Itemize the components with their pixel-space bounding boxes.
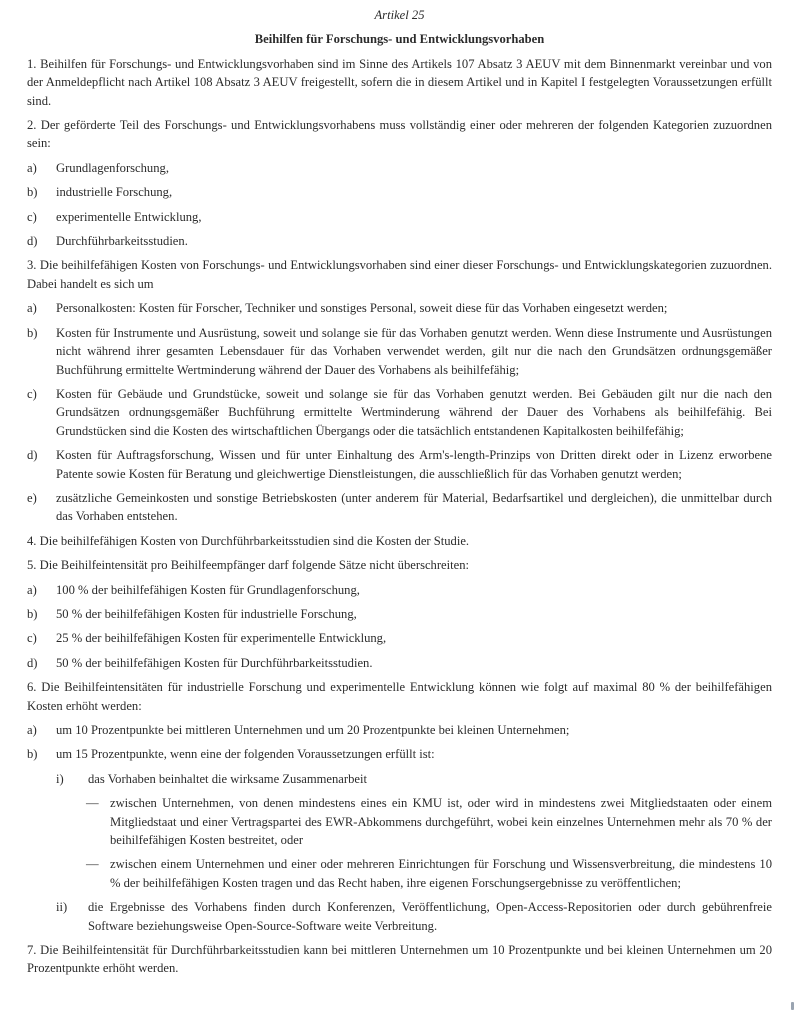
list-item: [27, 581, 772, 599]
paragraph-5: 5. Die Beihilfeintensität pro Beihilfeempfänger darf folgende Sätze nicht überschreiten:: [27, 558, 470, 573]
dash-item: [27, 855, 772, 892]
list-item: [27, 385, 772, 440]
sub-list-label: ii): [56, 900, 68, 915]
sub-list-text: die Ergebnisse des Vorhabens finden durch Konferenzen, Veröffentlichung, Open-Access-Repositorien oder durch gebührenfreie Software beziehungsweise Open-Source-Software weite Verbreitung.: [88, 900, 772, 933]
list-text: 50 % der beihilfefähigen Kosten für Durchführbarkeitsstudien.: [56, 655, 373, 670]
list-label: a): [27, 160, 37, 175]
paragraph-3: 3. Die beihilfefähigen Kosten von Forschungs- und Entwicklungsvorhaben sind einer dieser Forschungs- und Entwicklungskategorien zuzuordnen. Dabei handelt es sich um: [27, 258, 772, 291]
paragraph-1: 1. Beihilfen für Forschungs- und Entwicklungsvorhaben sind im Sinne des Artikels 107 Absatz 3 AEUV mit dem Binnenmarkt vereinbar und von der Anmeldepflicht nach Artikel 108 Absatz 3 AEUV freigestellt, sofern die in diesem Artikel und in Kapitel I festgelegten Voraussetzungen erfüllt sind.: [27, 56, 772, 108]
list-item: [27, 232, 772, 250]
paragraph-4: 4. Die beihilfefähigen Kosten von Durchführbarkeitsstudien sind die Kosten der Studie.: [27, 533, 470, 548]
dash-text: zwischen Unternehmen, von denen mindestens eines ein KMU ist, oder wird in mindestens zwei Mitgliedstaaten oder einem Mitgliedstaat und einer Vertragspartei des EWR-Abkommens durchgeführt, wobei kein einzelnes Unternehmen mehr als 70 % der beihilfefähigen Kosten bestreitet, oder: [110, 796, 772, 848]
dash-label: —: [86, 857, 99, 872]
list-label: a): [27, 723, 37, 737]
list-text: um 15 Prozentpunkte, wenn eine der folgenden Voraussetzungen erfüllt ist:: [56, 747, 435, 762]
list-item: [27, 745, 772, 763]
list-text: Durchführbarkeitsstudien.: [56, 234, 188, 249]
list-text: zusätzliche Gemeinkosten und sonstige Betriebskosten (unter anderem für Material, Bedarfsartikel und dergleichen), die unmittelbar durch das Vorhaben entstehen.: [56, 490, 772, 524]
list-label: a): [27, 301, 37, 316]
list-item: [27, 324, 772, 379]
list-item: [27, 159, 772, 177]
list-label: e): [27, 490, 37, 505]
article-number: Artikel 25: [374, 8, 425, 22]
list-item: [27, 721, 772, 739]
article-title: Beihilfen für Forschungs- und Entwicklungsvorhaben: [254, 32, 545, 47]
list-text: um 10 Prozentpunkte bei mittleren Unternehmen und um 20 Prozentpunkte bei kleinen Unternehmen;: [56, 723, 570, 737]
list-item: [27, 629, 772, 647]
paragraph-7: 7. Die Beihilfeintensität für Durchführbarkeitsstudien kann bei mittleren Unternehmen um 10 Prozentpunkte und bei kleinen Unternehmen um 20 Prozentpunkte erhöht werden.: [27, 943, 772, 976]
paragraph-2: 2. Der geförderte Teil des Forschungs- und Entwicklungsvorhabens muss vollständig einer oder mehreren der folgenden Kategorien zuzuordnen sein:: [27, 118, 772, 151]
paragraph-6: 6. Die Beihilfeintensitäten für industrielle Forschung und experimentelle Entwicklung können wie folgt auf maximal 80 % der beihilfefähigen Kosten erhöht werden:: [27, 680, 772, 713]
list-item: [27, 299, 772, 317]
list-text: 50 % der beihilfefähigen Kosten für industrielle Forschung,: [56, 606, 357, 621]
list-item: [27, 183, 772, 201]
list-label: b): [27, 606, 38, 621]
list-item: [27, 605, 772, 623]
list-text: 25 % der beihilfefähigen Kosten für experimentelle Entwicklung,: [56, 631, 387, 646]
sub-list-item: [27, 770, 772, 788]
sub-list-label: i): [56, 771, 64, 786]
scrollbar-thumb[interactable]: [791, 1002, 794, 1010]
list-label: c): [27, 386, 37, 401]
list-text: Kosten für Instrumente und Ausrüstung, soweit und solange sie für das Vorhaben genutzt werden. Wenn diese Instrumente und Ausrüstungen nicht während ihrer gesamten Lebensdauer für das Vorhaben verwendet werden, gilt nur die nach den Grundsätzen ordnungsgemäßer Buchführung ermittelte Wertminderung während der Dauer des Vorhabens als beihilfefähig;: [56, 325, 772, 377]
list-item: [27, 654, 772, 672]
list-label: d): [27, 655, 38, 670]
list-text: experimentelle Entwicklung,: [56, 209, 202, 224]
list-text: 100 % der beihilfefähigen Kosten für Grundlagenforschung,: [56, 582, 360, 597]
dash-text: zwischen einem Unternehmen und einer oder mehreren Einrichtungen für Forschung und Wissensverbreitung, die mindestens 10 % der beihilfefähigen Kosten tragen und das Recht haben, ihre eigenen Forschungsergebnisse zu veröffentlichen;: [110, 857, 772, 890]
sub-list-text: das Vorhaben beinhaltet die wirksame Zusammenarbeit: [88, 771, 367, 786]
list-label: b): [27, 747, 38, 762]
list-label: b): [27, 325, 38, 340]
list-label: c): [27, 209, 37, 224]
dash-label: —: [86, 796, 99, 811]
list-label: a): [27, 582, 37, 597]
list-label: c): [27, 631, 37, 646]
list-item: [27, 208, 772, 226]
list-item: [27, 446, 772, 483]
list-label: d): [27, 234, 38, 249]
list-label: b): [27, 185, 38, 200]
list-item: [27, 489, 772, 526]
sub-list-item: [27, 898, 772, 935]
list-text: Kosten für Auftragsforschung, Wissen und für unter Einhaltung des Arm's-length-Prinzips von Dritten direkt oder in Lizenz erworbene Patente sowie Kosten für Beratung und gleichwertige Dienstleistungen, die ausschließlich für das Vorhaben genutzt werden;: [56, 448, 772, 481]
dash-item: [27, 794, 772, 849]
list-label: d): [27, 448, 38, 463]
list-text: industrielle Forschung,: [56, 185, 173, 200]
list-text: Kosten für Gebäude und Grundstücke, soweit und solange sie für das Vorhaben genutzt werden. Bei Gebäuden gilt nur die nach den Grundsätzen ordnungsgemäßer Buchführung ermittelte Wertminderung während der Dauer des Vorhabens als beihilfefähig. Bei Grundstücken sind die Kosten des wirtschaftlichen Übergangs oder die tatsächlich entstandenen Kapitalkosten beihilfefähig;: [56, 386, 772, 438]
list-text: Grundlagenforschung,: [56, 160, 169, 175]
list-text: Personalkosten: Kosten für Forscher, Techniker und sonstiges Personal, soweit diese für das Vorhaben eingesetzt werden;: [56, 301, 668, 316]
